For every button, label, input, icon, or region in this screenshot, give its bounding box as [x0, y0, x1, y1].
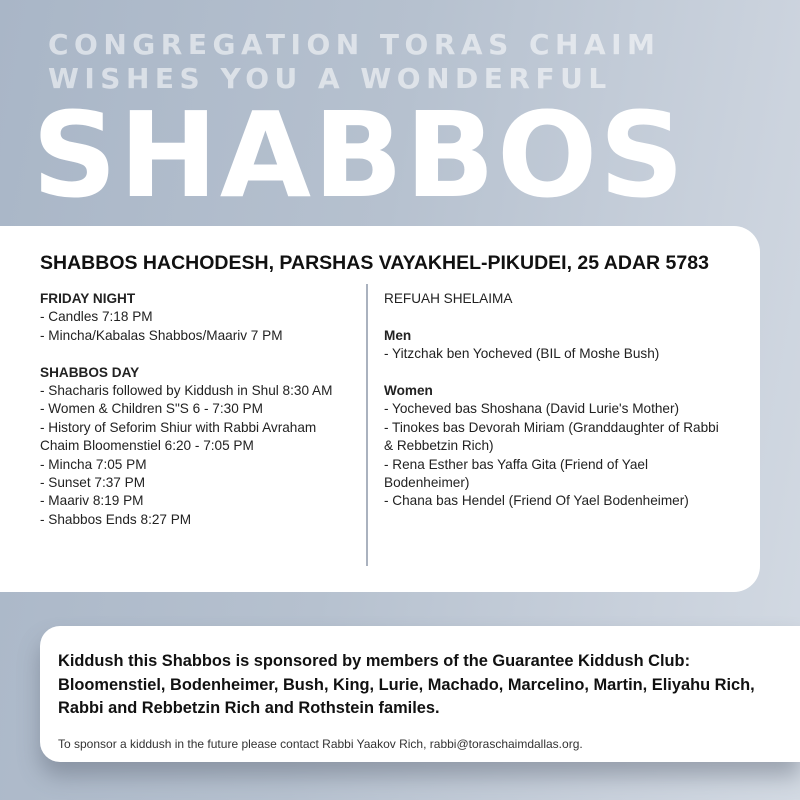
- shabbos-day-heading: SHABBOS DAY: [40, 364, 140, 380]
- shabbos-item-maariv: - Maariv 8:19 PM: [40, 493, 144, 509]
- column-divider: [366, 284, 368, 566]
- sponsor-card: [40, 626, 800, 762]
- refuah-column: [384, 290, 724, 511]
- refuah-men-item: - Yitzchak ben Yocheved (BIL of Moshe Bush): [384, 346, 660, 362]
- shabbos-item-women-children: - Women & Children S"S 6 - 7:30 PM: [40, 401, 263, 417]
- refuah-women-item: - Rena Esther bas Yaffa Gita (Friend of Yael Bodenheimer): [384, 456, 648, 491]
- shabbos-item-shacharis: - Shacharis followed by Kiddush in Shul 8:30 AM: [40, 383, 333, 399]
- sponsor-text: Kiddush this Shabbos is sponsored by members of the Guarantee Kiddush Club: Bloomenstiel, Bodenheimer, Bush, King, Lurie, Machado, Marcelino, Martin, Eliyahu Rich, Rabbi and Rebbetzin Rich and Rothstein familes.: [58, 652, 755, 717]
- refuah-women-item: - Chana bas Hendel (Friend Of Yael Bodenheimer): [384, 493, 689, 509]
- shabbos-item-ends: - Shabbos Ends 8:27 PM: [40, 511, 192, 527]
- friday-night-heading: FRIDAY NIGHT: [40, 291, 136, 306]
- headline-shabbos: SHABBOS: [32, 86, 687, 224]
- shabbos-item-mincha: - Mincha 7:05 PM: [40, 456, 147, 472]
- friday-item-candles: - Candles 7:18 PM: [40, 309, 153, 325]
- shabbos-item-shiur: - History of Seforim Shiur with Rabbi Avraham Chaim Bloomenstiel 6:20 - 7:05 PM: [40, 419, 317, 454]
- schedule-column: [40, 290, 358, 529]
- refuah-women-item: - Yocheved bas Shoshana (David Lurie's Mother): [384, 401, 680, 417]
- header-line-congregation: CONGREGATION TORAS CHAIM: [48, 28, 661, 61]
- card-title: SHABBOS HACHODESH, PARSHAS VAYAKHEL-PIKUDEI, 25 ADAR 5783: [40, 252, 709, 274]
- header-line-wishes: WISHES YOU A WONDERFUL: [48, 62, 612, 95]
- refuah-women-item: - Tinokes bas Devorah Miriam (Granddaughter of Rabbi & Rebbetzin Rich): [384, 419, 719, 454]
- schedule-card: [0, 226, 760, 592]
- men-heading: Men: [384, 327, 412, 343]
- friday-item-mincha: - Mincha/Kabalas Shabbos/Maariv 7 PM: [40, 327, 283, 343]
- contact-text: To sponsor a kiddush in the future please contact Rabbi Yaakov Rich, rabbi@toraschaimdallas.org.: [58, 737, 583, 751]
- women-heading: Women: [384, 383, 433, 398]
- refuah-heading: REFUAH SHELAIMA: [384, 291, 513, 306]
- shabbos-item-sunset: - Sunset 7:37 PM: [40, 475, 146, 491]
